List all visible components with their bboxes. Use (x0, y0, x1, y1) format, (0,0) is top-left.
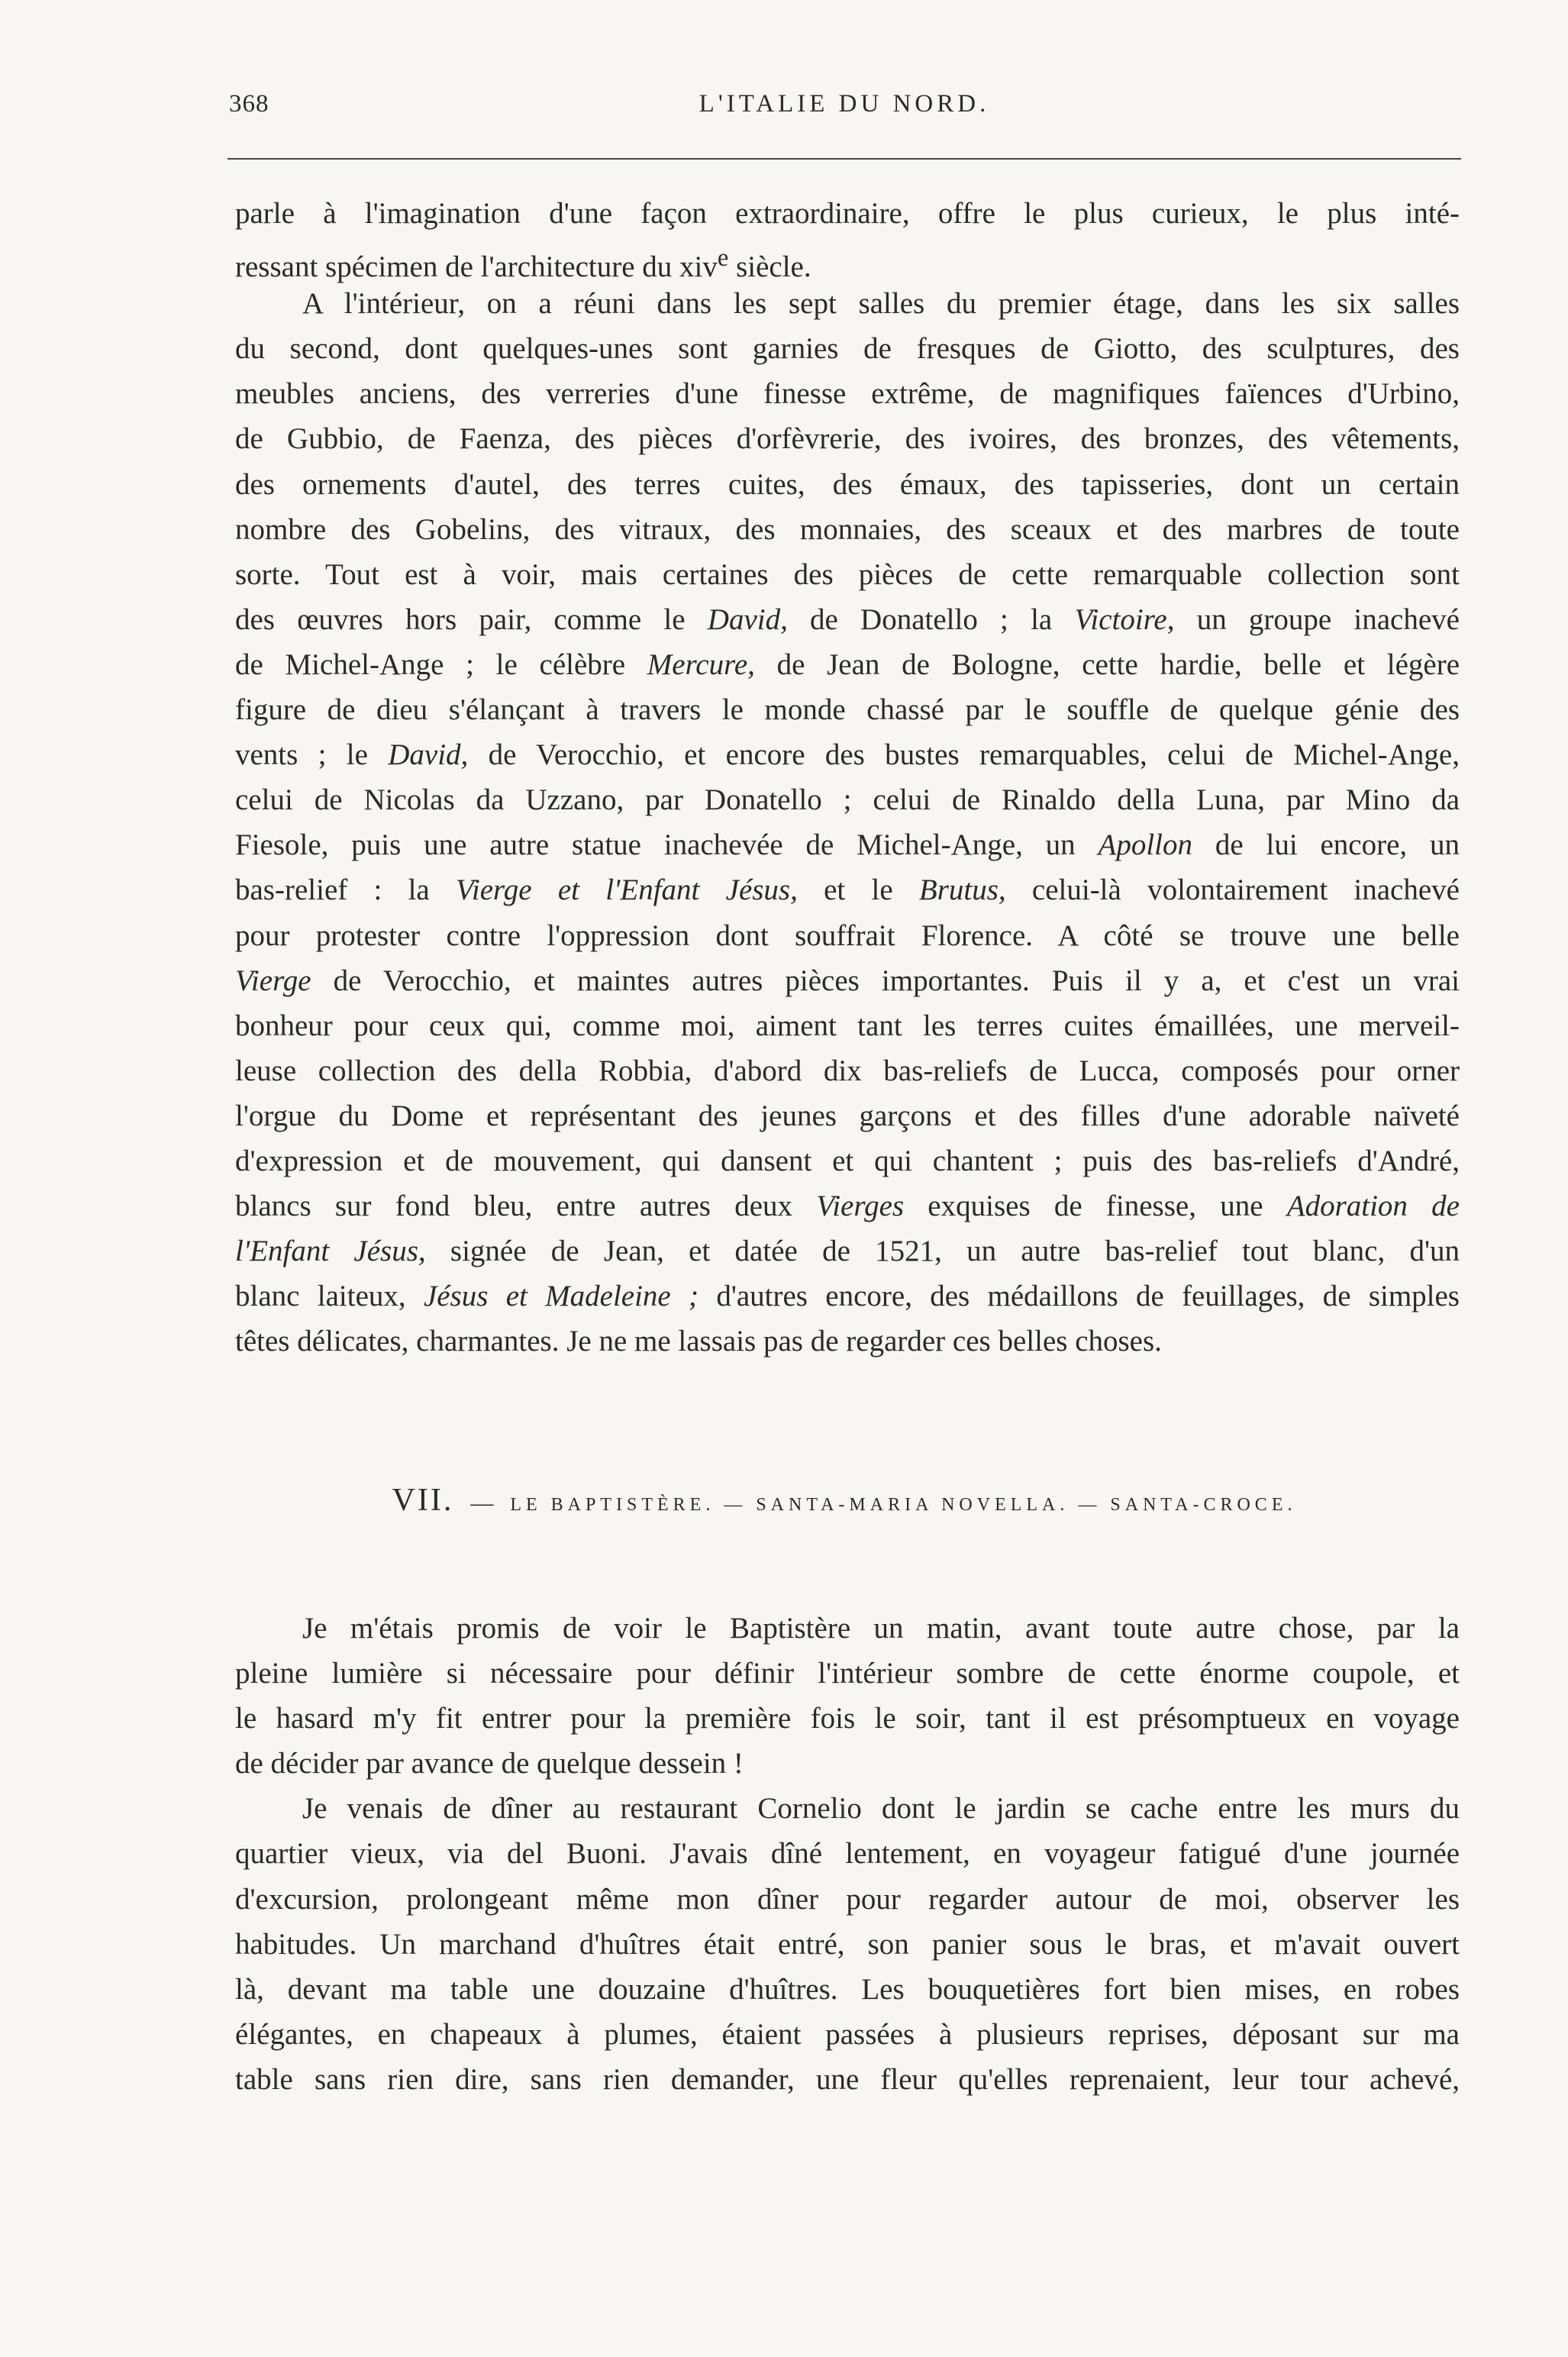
text-line: d'excursion, prolongeant même mon dîner pour regarder autour de moi, observer les (235, 1882, 1460, 1916)
text-line: d'expression et de mouvement, qui dansent et qui chantent ; puis des bas-reliefs d'André, (235, 1144, 1460, 1177)
text-line: élégantes, en chapeaux à plumes, étaient passées à plusieurs reprises, déposant sur ma (235, 2017, 1460, 2051)
text-line: du second, dont quelques-unes sont garnies de fresques de Giotto, des sculptures, des (235, 332, 1460, 366)
text-block-baptistery (235, 1606, 1460, 2102)
text-line: figure de dieu s'élançant à travers le monde chassé par le souffle de quelque génie des (235, 693, 1460, 727)
text-line: des œuvres hors pair, comme le David, de Donatello ; la Victoire, un groupe inachevé (235, 602, 1460, 636)
text-line: ressant spécimen de l'architecture du xiv$^e$ siècle. (235, 244, 811, 284)
text-line: des ornements d'autel, des terres cuites, des émaux, des tapisseries, dont un certain (235, 467, 1460, 501)
text-line: habitudes. Un marchand d'huîtres était entré, son panier sous le bras, et m'avait ouvert (235, 1927, 1460, 1961)
text-line: parle à l'imagination d'une façon extraordinaire, offre le plus curieux, le plus inté- (235, 197, 1460, 230)
running-head (229, 90, 1460, 136)
section-heading (229, 1477, 1460, 1523)
text-line: Je venais de dîner au restaurant Cornelio dont le jardin se cache entre les murs du (302, 1792, 1460, 1826)
section-title: LE BAPTISTÈRE. — SANTA-MARIA NOVELLA. — SANTA-CROCE. (510, 1495, 1297, 1515)
running-title: L'ITALIE DU NORD. (699, 90, 990, 118)
text-line: A l'intérieur, on a réuni dans les sept salles du premier étage, dans les six salles (302, 287, 1460, 321)
section-number: VII. (392, 1483, 454, 1518)
text-line: quartier vieux, via del Buoni. J'avais dîné lentement, en voyageur fatigué d'une journée (235, 1837, 1460, 1871)
text-line: blanc laiteux, Jésus et Madeleine ; d'autres encore, des médaillons de feuillages, de simples (235, 1280, 1460, 1313)
text-line: nombre des Gobelins, des vitraux, des monnaies, des sceaux et des marbres de toute (235, 512, 1460, 546)
text-line: l'orgue du Dome et représentant des jeunes garçons et des filles d'une adorable naïveté (235, 1099, 1460, 1132)
text-line: bonheur pour ceux qui, comme moi, aiment tant les terres cuites émaillées, une merveil- (235, 1009, 1460, 1042)
text-line: l'Enfant Jésus, signée de Jean, et datée de 1521, un autre bas-relief tout blanc, d'un (235, 1235, 1460, 1268)
text-line: pour protester contre l'oppression dont souffrait Florence. A côté se trouve une belle (235, 919, 1460, 952)
text-line: celui de Nicolas da Uzzano, par Donatello ; celui de Rinaldo della Luna, par Mino da (235, 783, 1460, 817)
text-line: têtes délicates, charmantes. Je ne me lassais pas de regarder ces belles choses. (235, 1325, 1162, 1358)
header-rule (227, 158, 1461, 160)
text-line: meubles anciens, des verreries d'une finesse extrême, de magnifiques faïences d'Urbino, (235, 377, 1460, 411)
text-line: pleine lumière si nécessaire pour définir l'intérieur sombre de cette énorme coupole, et (235, 1657, 1460, 1690)
text-block-museum (235, 191, 1460, 1364)
text-line: Je m'étais promis de voir le Baptistère un matin, avant toute autre chose, par la (302, 1612, 1460, 1645)
text-line: le hasard m'y fit entrer pour la première fois le soir, tant il est présomptueux en voyage (235, 1702, 1460, 1735)
page-number: 368 (229, 90, 269, 118)
text-line: de décider par avance de quelque dessein ! (235, 1747, 744, 1781)
text-line: vents ; le David, de Verocchio, et encore des bustes remarquables, celui de Michel-Ange, (235, 738, 1460, 772)
text-line: sorte. Tout est à voir, mais certaines des pièces de cette remarquable collection sont (235, 557, 1460, 591)
text-line: blancs sur fond bleu, entre autres deux Vierges exquises de finesse, une Adoration de (235, 1190, 1460, 1223)
section-dash: — (470, 1490, 494, 1516)
text-line: de Gubbio, de Faenza, des pièces d'orfèvrerie, des ivoires, des bronzes, des vêtements, (235, 422, 1460, 456)
text-line: bas-relief : la Vierge et l'Enfant Jésus, et le Brutus, celui-là volontairement inachevé (235, 873, 1460, 907)
text-line: là, devant ma table une douzaine d'huîtres. Les bouquetières fort bien mises, en robes (235, 1972, 1460, 2006)
text-line: leuse collection des della Robbia, d'abord dix bas-reliefs de Lucca, composés pour orner (235, 1054, 1460, 1087)
text-line: table sans rien dire, sans rien demander, une fleur qu'elles reprenaient, leur tour achevé, (235, 2062, 1460, 2096)
text-line: Fiesole, puis une autre statue inachevée de Michel-Ange, un Apollon de lui encore, un (235, 828, 1460, 862)
text-line: Vierge de Verocchio, et maintes autres pièces importantes. Puis il y a, et c'est un vrai (235, 964, 1460, 997)
text-line: de Michel-Ange ; le célèbre Mercure, de Jean de Bologne, cette hardie, belle et légère (235, 647, 1460, 681)
